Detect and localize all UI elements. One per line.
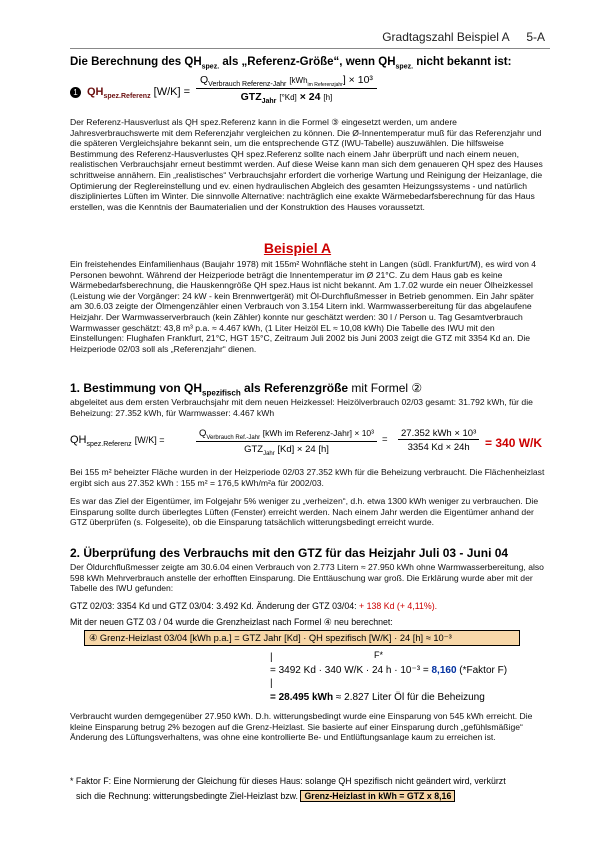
formula-1-denominator: $GTZ_{Jahr}$ [°Kd] × 24 [h] <box>240 91 333 106</box>
section-2-note: Mit der neuen GTZ 03 / 04 wurde die Grenzheizlast nach Formel ④ neu berechnet: <box>70 617 393 627</box>
gtz-line: GTZ 02/03: 3354 Kd und GTZ 03/04: 3.492 Kd. Änderung der GTZ 03/04: + 138 Kd (+ 4,11%). <box>70 601 438 611</box>
formula-2-values: 27.352 kWh × 10³ 3354 Kd × 24h <box>398 428 479 453</box>
calc-line-2: = 28.495 kWh ≈ 2.827 Liter Öl für die Beheizung <box>270 692 485 703</box>
factor-f-label: F* <box>374 650 383 660</box>
page-header <box>382 30 545 44</box>
header-rule <box>70 48 550 49</box>
formula-marker: 1 <box>70 87 81 98</box>
section-1-title: 1. Bestimmung von $QH_{spezifisch}$ als Referenzgröße mit Formel ② <box>70 381 423 398</box>
formula-2-equals: = <box>382 434 388 445</box>
intro-heading: Die Berechnung des $QH_{spez.}$ als „Referenz-Größe“, wenn $QH_{spez.}$ nicht bekannt ist: <box>70 56 512 71</box>
paragraph-example: Ein freistehendes Einfamilienhaus (Baujahr 1978) mit 155m² Wohnfläche steht in Langen (südl. Frankfurt/M), es wird von 4 Personen bewohnt. Während der Heizperiode beträgt die Innentemperatur im Ø 21°C. Zu dem Haus gab es keine Wärmebedarfsberechnung, die Hauskenngröße QH spez.Haus ist nicht bekannt. Am 1.7.02 wurde ein neuer Ölheizkessel (Leistung wie der Vorgänger: 24 kW - kein Brennwertgerät) mit Öl-Durchflußmesser in Betrieb genommen. Ein Jahr später am 30.6.03 zeigte der Ölmengenzähler einen Verbrauch von 3.154 Litern inkl. Warmwasserbereitung für das abgelaufene Heizjahr. Der Warmwasserverbrauch (kein Zähler) konnte nur geschätzt werden: 30 l / Person u. Tag Gesamtverbrauch Warmwasser geschätzt: 43,8 m³ p.a. ≈ 4.467 kWh, (1 Liter Heizöl EL ≈ 10,08 kWh) Die Tabelle des IWU mit den Einstellungen: Flughafen Frankfurt, 21°C, HGT 15°C, Zeitraum Juli 2002 bis Juni 2003 zeigt die GTZ mit 3354 Kd an. Die Heizperiode 02/03 soll als „Referenzjahr“ dienen. <box>70 259 537 354</box>
formula-2-lhs: $QH_{spez.Referenz}$ [W/K] = <box>70 434 165 449</box>
formula-1-fraction <box>196 74 377 105</box>
formula-1-lhs: 1 $QH_{spez.Referenz}$ [W/K] = <box>70 86 190 100</box>
grenzheizlast-formula: ④ Grenz-Heizlast 03/04 [kWh p.a.] = GTZ Jahr [Kd] · QH spezifisch [W/K] · 24 [h] ≈ 10⁻³ <box>84 630 520 646</box>
section-1-body: abgeleitet aus dem ersten Verbrauchsjahr mit dem neuen Heizkessel: Heizölverbrauch 02/03 gesamt: 31.792 kWh, für die Beheizung: 27.352 kWh, für Warmwasser: 4.467 kWh <box>70 397 533 418</box>
page-number: 5-A <box>526 30 545 44</box>
calc-bar-1: | <box>270 652 273 663</box>
paragraph-area-load: Bei 155 m² beheizter Fläche wurden in der Heizperiode 02/03 27.352 kWh für die Beheizung verbraucht. Die Flächenheizlast ergibt sich aus 27.352 kWh : 155 m² = 176,5 kWh/m²a für 2002/03. <box>70 467 545 488</box>
calc-bar-2: | <box>270 678 273 689</box>
formula-2-fraction: $Q_{Verbrauch Ref.-Jahr}$ [kWh im Referenz-Jahr] × 10³ $GTZ_{Jahr}$ [Kd] × 24 [h] <box>196 428 377 457</box>
paragraph-result: Verbraucht wurden demgegenüber 27.950 kWh. D.h. witterungsbedingt wurde eine Einsparung von 545 kWh erreicht. Die kleine Einsparung betrug 2% bezogen auf die Grenz-Heizlast. Sie basierte auf einer Einsparung durch „gefühlsmäßige“ Änderung des Lüftungsverhaltens, was ohne eine kontrollierte Be- und Entlüftungsanlage kaum zu erreichen ist. <box>70 711 533 743</box>
header-title: Gradtagszahl Beispiel A <box>382 30 509 44</box>
example-heading: Beispiel A <box>263 240 332 256</box>
formula-2-result: = 340 W/K <box>485 436 543 450</box>
paragraph-reference: Der Referenz-Hausverlust als QH spez.Referenz kann in die Formel ③ eingesetzt werden, um andere Jahresverbrauchswerte mit dem Referenzjahr vergleichen zu können. Die Ø-Innentemperatur muß für das Referenzjahr und die späteren Vergleichsjahre bekannt sein, um die entsprechende GTZ (IWU-Tabelle) auszuwählen. Die hilfsweise Bestimmung des Referenz-Hausverlustes QH spez.Referenz sollte nach einem Jahr überprüft und nach einem neuen, realistischen Verbrauchsjahr erneut bestimmt werden. Auf diese Weise kann man sich dem genaueren QH spez des Hauses schrittweise annähern. Ein „realistisches“ Verbrauchsjahr erfordert die vorherige Wartung und Reinigung der Heizanlage, die Optimierung der Reglereinstellung und ev. einen hydraulischen Abgleich des gesamten Heizungssystems - und natürlich diszipliniertes Lüften im Winter. Die sinnvolle Alternative: nachträglich eine exakte Wärmebedarfsberechnung für das Haus erstellen, was die Kenntnis der Baumaterialien und der Konstruktion des Hauses voraussetzt. <box>70 117 543 212</box>
footnote-line-2: sich die Rechnung: witterungsbedingte Ziel-Heizlast bzw. Grenz-Heizlast in kWh = GTZ x 8,16 <box>76 790 455 802</box>
gtz-change: + 138 Kd (+ 4,11%). <box>359 601 438 611</box>
calc-line-1: = 3492 Kd · 340 W/K · 24 h · 10⁻³ = 8,160 (*Faktor F) <box>270 665 508 676</box>
footnote-line-1: * Faktor F: Eine Normierung der Gleichung für dieses Haus: solange QH spezifisch nicht geändert wird, verkürzt <box>70 776 506 786</box>
section-2-title: 2. Überprüfung des Verbrauchs mit den GTZ für das Heizjahr Juli 03 - Juni 04 <box>70 546 509 560</box>
section-2-body: Der Öldurchflußmesser zeigte am 30.6.04 einen Verbrauch von 2.773 Litern ≈ 27.950 kWh ohne Warmwasserbereitung, also 598 kWh Mehrverbrauch anstelle der erhofften Einsparung. Die Enttäuschung war groß. Die Erklärung wurde aber mit der Tabelle des IWU gefunden: <box>70 562 544 594</box>
formula-1-numerator: $Q_{Verbrauch Referenz-Jahr}$ [kWh$_{im Referenzjahr}$] × 10³ <box>196 74 377 89</box>
final-formula-box: Grenz-Heizlast in kWh = GTZ x 8,16 <box>300 790 455 802</box>
paragraph-goal: Es war das Ziel der Eigentümer, im Folgejahr 5% weniger zu „verheizen“, d.h. etwa 1300 kWh weniger zu verbrauchen. Die Einsparung sollte durch überlegtes Lüften (Fenster) erreicht werden. Nach einem Jahr werden die Eigentümer anhand der GTZ überprüfen (s. Folgeseite), ob die Einsparung tatsächlich witterungsbedingt erreicht wurde. <box>70 496 539 528</box>
